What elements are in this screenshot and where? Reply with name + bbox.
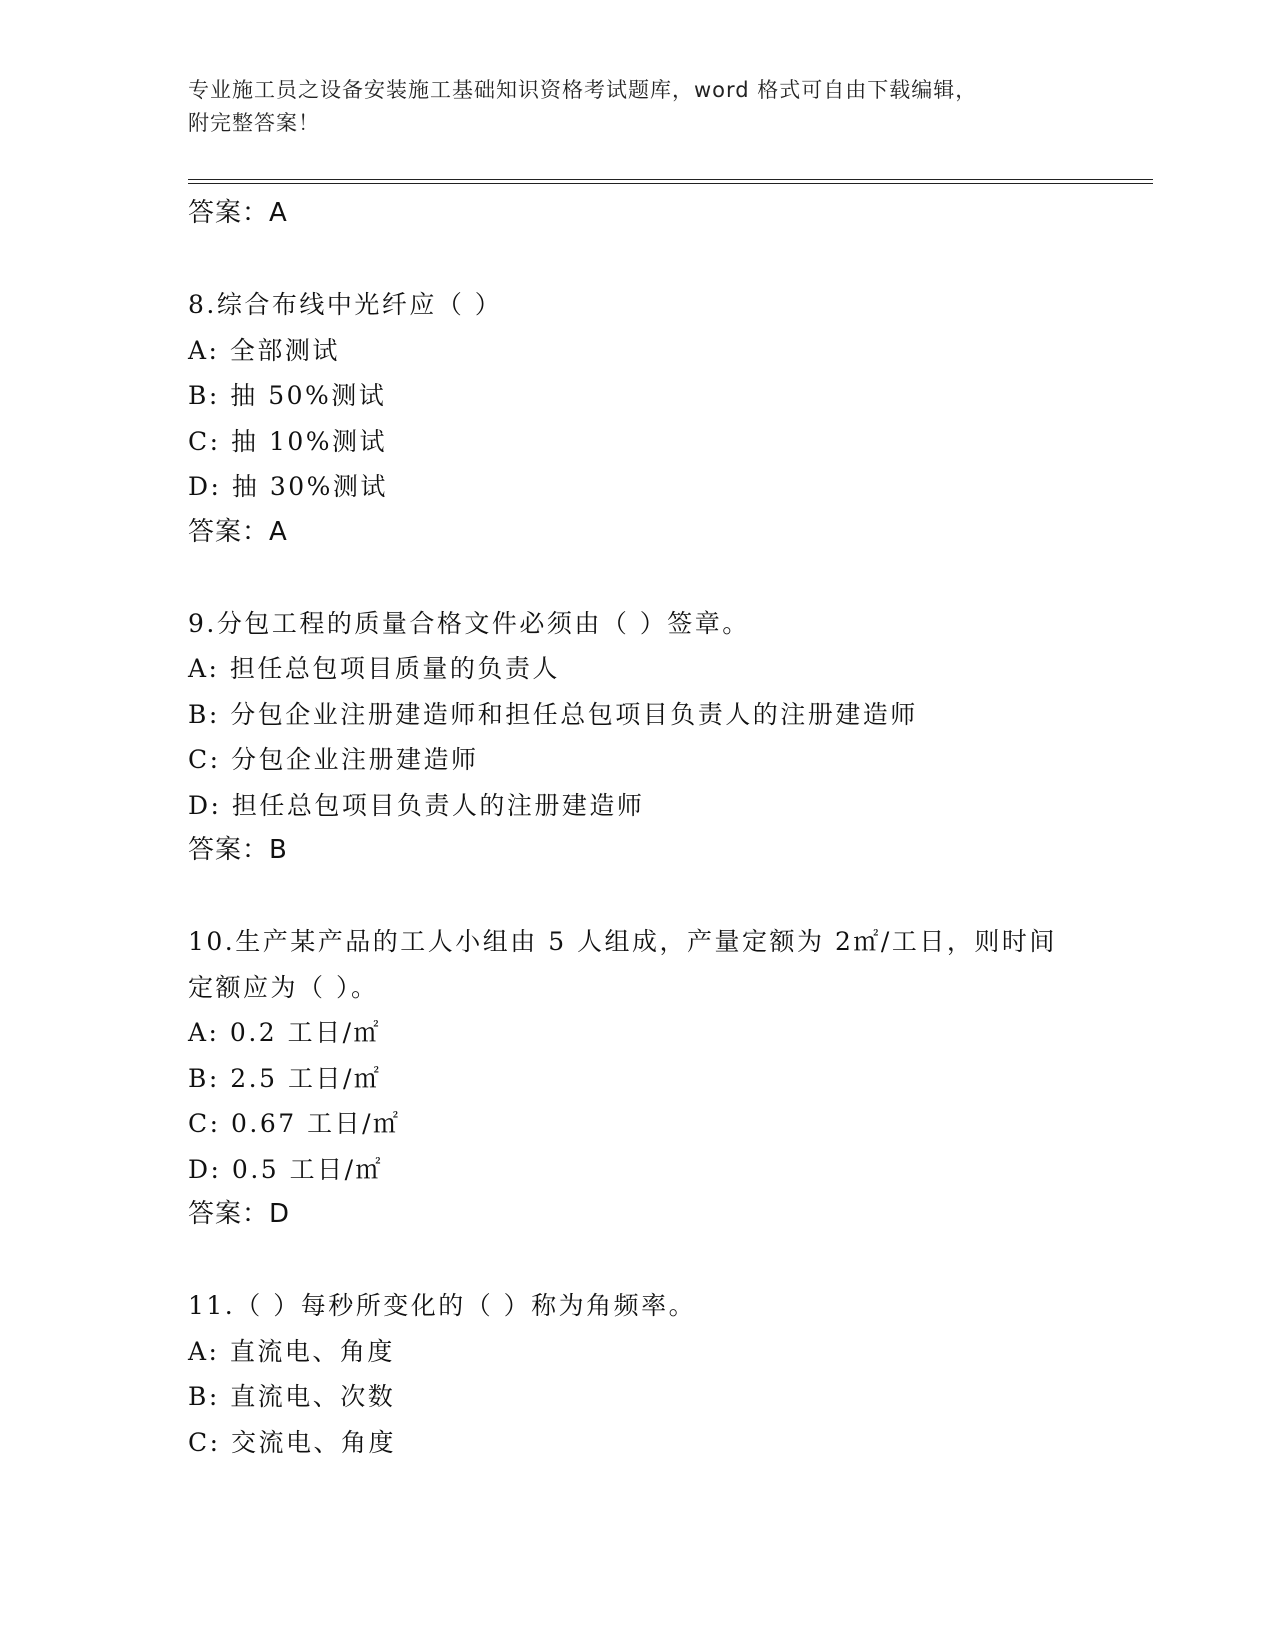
question-11 [188,1283,1148,1465]
option-c: C: 0.67 工日/㎡ [188,1109,401,1138]
spacer [188,874,1148,920]
header-line-2: 附完整答案！ [188,111,320,135]
option-d: D: 抽 30%测试 [188,472,388,501]
option-c: C: 分包企业注册建造师 [188,745,479,774]
document-header [188,74,1068,140]
option-a: A: 0.2 工日/㎡ [188,1018,382,1047]
header-divider-bottom [188,183,1153,184]
question-list [188,191,1148,1465]
spacer [188,237,1148,283]
option-c: C: 抽 10%测试 [188,426,388,456]
question-stem: 10.生产某产品的工人小组由 5 人组成，产量定额为 2㎡/工日，则时间 [188,927,1057,956]
answer-line: 答案：B [188,835,288,865]
option-a: A: 全部测试 [188,335,340,365]
answer-line: 答案：A [188,198,288,228]
option-a: A: 担任总包项目质量的负责人 [188,654,560,683]
option-c: C: 交流电、角度 [188,1427,396,1457]
question-stem: 9.分包工程的质量合格文件必须由（ ）签章。 [188,608,750,638]
answer-line: 答案：D [188,1199,291,1229]
question-10 [188,919,1148,1238]
question-stem: 8.综合布线中光纤应（ ） [188,290,503,319]
header-line-1: 专业施工员之设备安装施工基础知识资格考试题库，word 格式可自由下载编辑， [188,78,978,102]
header-divider-top [188,179,1153,180]
question-8 [188,282,1148,555]
option-b: B: 直流电、次数 [188,1382,396,1411]
question-stem-continued: 定额应为（ ）。 [188,972,379,1002]
spacer [188,555,1148,601]
question-9 [188,601,1148,874]
answer-line: 答案：A [188,516,288,547]
question-stem: 11.（ ）每秒所变化的（ ）称为角频率。 [188,1291,697,1320]
option-b: B: 2.5 工日/㎡ [188,1063,382,1093]
option-a: A: 直流电、角度 [188,1336,395,1366]
option-d: D: 担任总包项目负责人的注册建造师 [188,790,645,820]
option-b: B: 抽 50%测试 [188,381,387,410]
option-d: D: 0.5 工日/㎡ [188,1154,384,1184]
spacer [188,1238,1148,1284]
option-b: B: 分包企业注册建造师和担任总包项目负责人的注册建造师 [188,699,918,729]
